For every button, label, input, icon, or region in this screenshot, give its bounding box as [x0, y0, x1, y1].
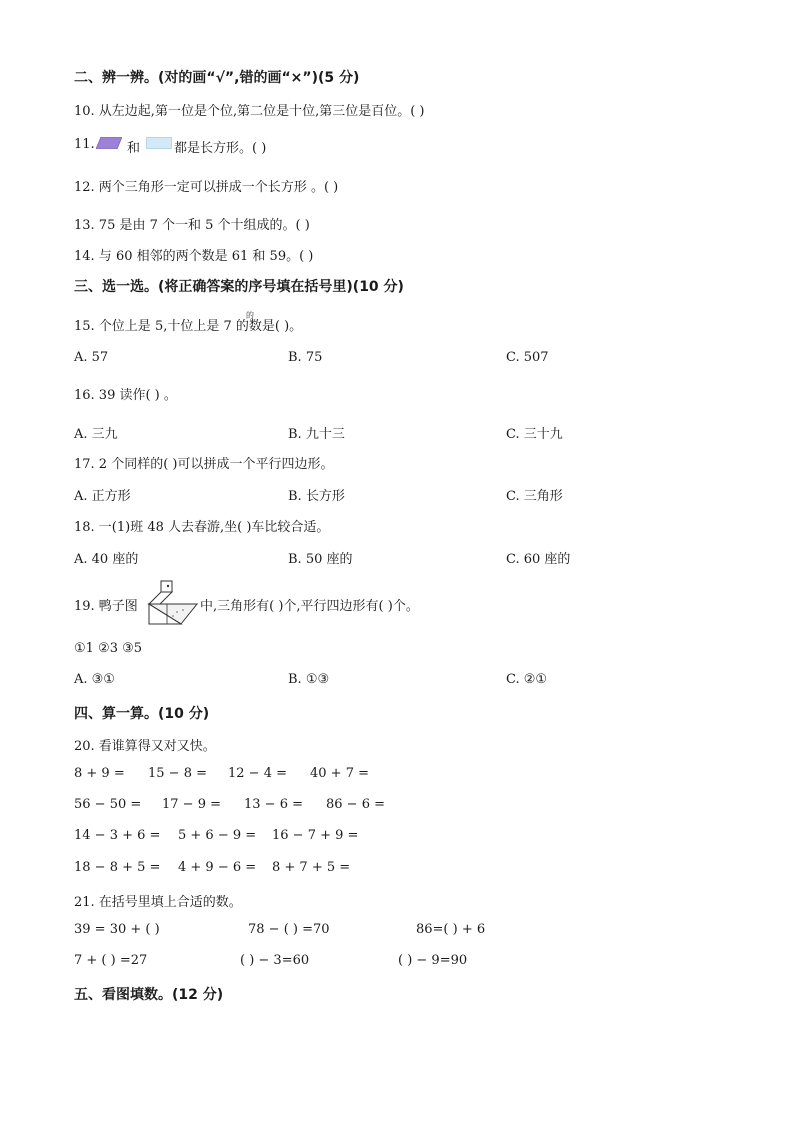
option-b: B. 50 座的 [288, 552, 353, 567]
section-5-title: 五、看图填数。(12 分) [74, 987, 224, 1003]
option-a: A. 57 [74, 350, 109, 365]
fill-blank-item: 86=( ) + 6 [416, 922, 486, 937]
option-b: B. 75 [288, 350, 323, 365]
calc-item: 56 − 50 = [74, 797, 142, 812]
option-a: A. 正方形 [74, 489, 131, 504]
option-b: B. ①③ [288, 672, 330, 687]
fill-blank-item: ( ) − 3=60 [240, 953, 310, 968]
option-b: B. 长方形 [288, 489, 345, 504]
calc-item: 16 − 7 + 9 = [272, 828, 359, 843]
question-16: 16. 39 读作( ) 。 [74, 388, 177, 403]
calc-item: 15 − 8 = [148, 766, 207, 781]
section-4-title: 四、算一算。(10 分) [74, 706, 210, 722]
fill-blank-item: 7 + ( ) =27 [74, 953, 148, 968]
calc-item: 17 − 9 = [162, 797, 221, 812]
calc-item: 14 − 3 + 6 = [74, 828, 161, 843]
calc-item: 8 + 7 + 5 = [272, 860, 351, 875]
question-19-prefix: 19. 鸭子图 [74, 599, 138, 614]
question-12: 12. 两个三角形一定可以拼成一个长方形 。( ) [74, 180, 339, 195]
calc-item: 5 + 6 − 9 = [178, 828, 257, 843]
question-11-number: 11. [74, 137, 95, 152]
calc-item: 13 − 6 = [244, 797, 303, 812]
option-b: B. 九十三 [288, 427, 345, 442]
question-10: 10. 从左边起,第一位是个位,第二位是十位,第三位是百位。( ) [74, 104, 425, 119]
question-18: 18. 一(1)班 48 人去春游,坐( )车比较合适。 [74, 520, 330, 535]
question-15-mark: 的 [246, 311, 254, 320]
question-20: 20. 看谁算得又对又快。 [74, 739, 216, 754]
question-15: 15. 个位上是 5,十位上是 7 的数是( )。 [74, 319, 303, 334]
option-a: A. ③① [74, 672, 115, 687]
question-13: 13. 75 是由 7 个一和 5 个十组成的。( ) [74, 218, 310, 233]
question-11-text: 都是长方形。( ) [174, 141, 267, 156]
option-c: C. 60 座的 [506, 552, 571, 567]
option-a: A. 三九 [74, 427, 118, 442]
calc-item: 4 + 9 − 6 = [178, 860, 257, 875]
calc-item: 86 − 6 = [326, 797, 385, 812]
question-17: 17. 2 个同样的( )可以拼成一个平行四边形。 [74, 457, 334, 472]
calc-item: 12 − 4 = [228, 766, 287, 781]
option-c: C. 507 [506, 350, 549, 365]
fill-blank-item: ( ) − 9=90 [398, 953, 468, 968]
duck-tangram-icon [141, 580, 199, 626]
calc-item: 40 + 7 = [310, 766, 369, 781]
question-21: 21. 在括号里填上合适的数。 [74, 895, 242, 910]
option-c: C. 三角形 [506, 489, 563, 504]
option-c: C. ②① [506, 672, 548, 687]
question-19-choices: ①1 ②3 ③5 [74, 641, 143, 656]
section-2-title: 二、辨一辨。(对的画“√”,错的画“×”)(5 分) [74, 70, 360, 86]
option-c: C. 三十九 [506, 427, 563, 442]
calc-item: 18 − 8 + 5 = [74, 860, 161, 875]
question-11-and: 和 [127, 141, 141, 156]
section-3-title: 三、选一选。(将正确答案的序号填在括号里)(10 分) [74, 279, 404, 295]
parallelogram-shape-icon [96, 137, 122, 149]
option-a: A. 40 座的 [74, 552, 139, 567]
fill-blank-item: 39 = 30 + ( ) [74, 922, 160, 937]
fill-blank-item: 78 − ( ) =70 [248, 922, 330, 937]
calc-item: 8 + 9 = [74, 766, 125, 781]
rectangle-shape-icon [146, 137, 172, 149]
question-14: 14. 与 60 相邻的两个数是 61 和 59。( ) [74, 249, 314, 264]
question-19-text: 中,三角形有( )个,平行四边形有( )个。 [200, 599, 419, 614]
